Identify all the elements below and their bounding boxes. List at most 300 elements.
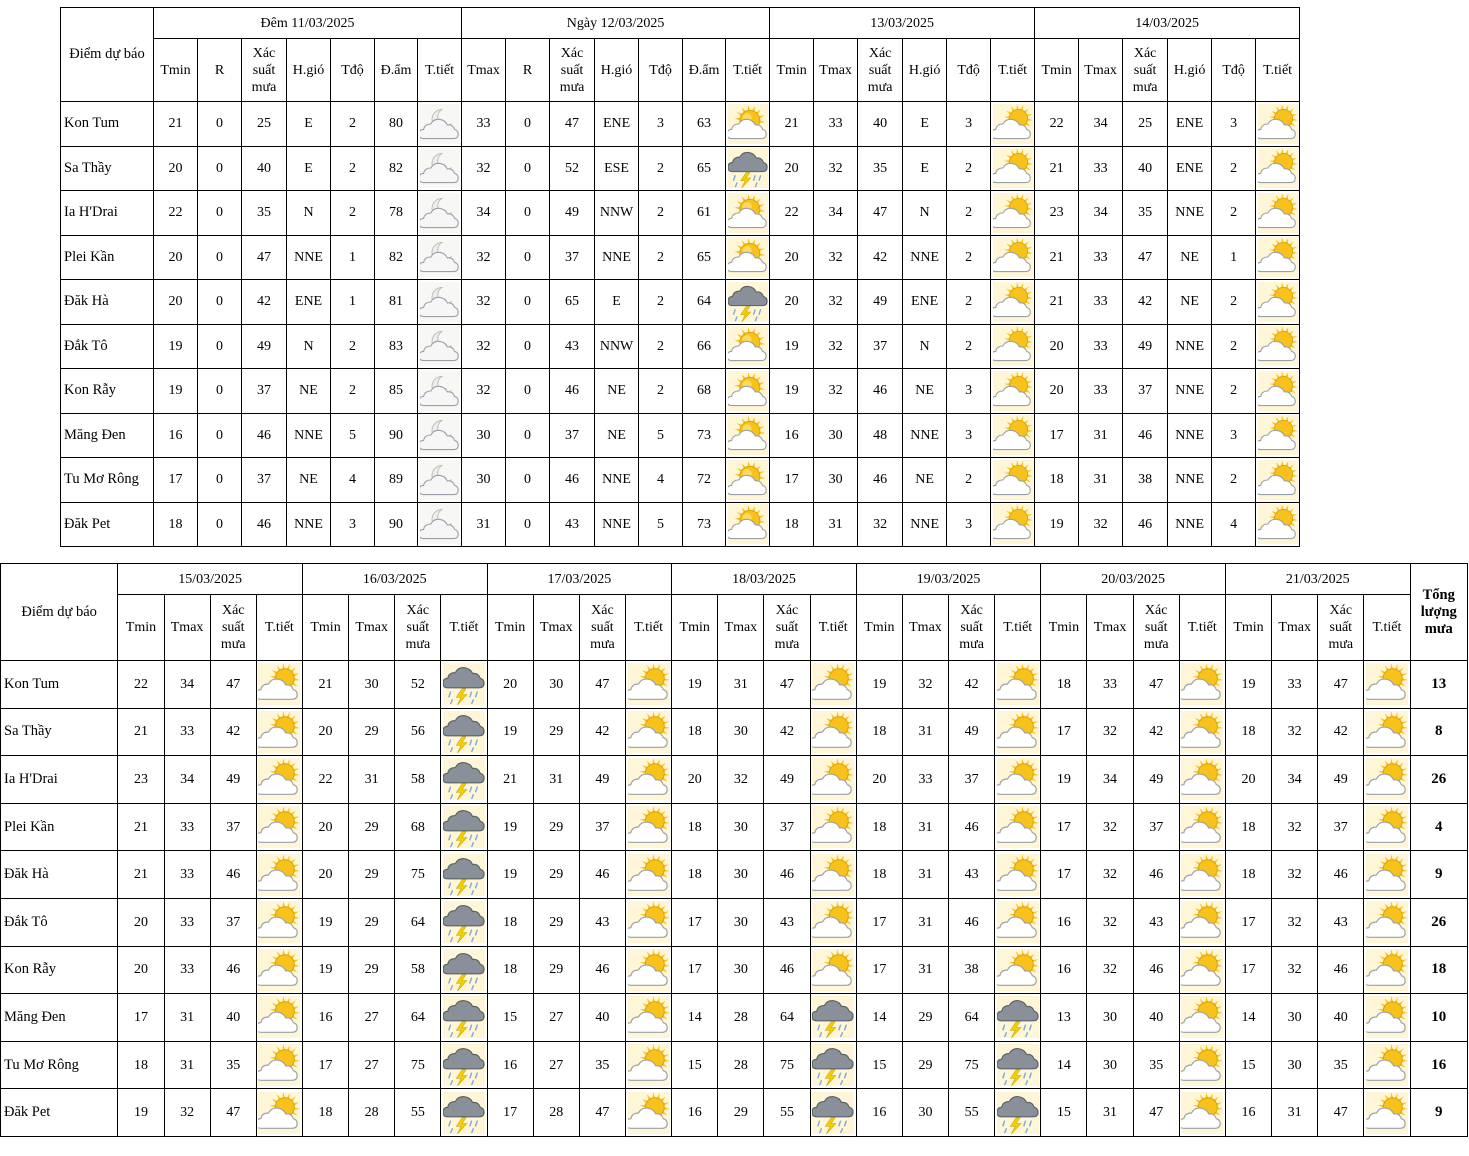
cell-value: 43 <box>579 898 625 946</box>
cell-value: 29 <box>533 803 579 851</box>
cell-value: 2 <box>1212 280 1256 325</box>
cell-value: ENE <box>1168 102 1212 147</box>
partly-cloudy-icon <box>1179 851 1225 899</box>
cell-value: 32 <box>1079 502 1123 547</box>
partly-cloudy-icon <box>1179 946 1225 994</box>
cell-value: 73 <box>683 502 726 547</box>
cloudy-night-icon <box>418 102 462 147</box>
cell-value: 37 <box>764 803 810 851</box>
cell-value: 32 <box>814 280 858 325</box>
cell-value: 2 <box>639 146 683 191</box>
cell-value: 30 <box>1087 1041 1133 1089</box>
station-name: Đăk Pet <box>61 502 154 547</box>
table-row <box>1 1089 1468 1137</box>
column-header: H.gió <box>595 39 639 102</box>
cell-value: 16 <box>487 1041 533 1089</box>
cell-value: 32 <box>462 369 506 414</box>
total-rain-value: 9 <box>1410 851 1467 899</box>
cell-value: NE <box>903 458 947 503</box>
cell-value: 30 <box>349 661 395 709</box>
cell-value: 17 <box>1041 851 1087 899</box>
cell-value: 0 <box>506 369 550 414</box>
cell-value: 16 <box>672 1089 718 1137</box>
cell-value: 15 <box>1041 1089 1087 1137</box>
cell-value: NNE <box>1168 413 1212 458</box>
cell-value: 47 <box>242 235 287 280</box>
cloudy-night-icon <box>418 502 462 547</box>
cell-value: 35 <box>242 191 287 236</box>
cell-value: 75 <box>949 1041 995 1089</box>
cell-value: 32 <box>814 369 858 414</box>
cell-value: NNE <box>1168 458 1212 503</box>
cell-value: 20 <box>302 803 348 851</box>
cell-value: 29 <box>349 898 395 946</box>
cell-value: 90 <box>375 413 418 458</box>
cell-value: 25 <box>242 102 287 147</box>
cell-value: 30 <box>718 851 764 899</box>
cell-value: 33 <box>1272 661 1318 709</box>
cell-value: 15 <box>672 1041 718 1089</box>
column-header: R <box>198 39 242 102</box>
cell-value: NE <box>1168 280 1212 325</box>
cell-value: 0 <box>198 369 242 414</box>
partly-cloudy-icon <box>1256 235 1300 280</box>
cell-value: 29 <box>902 994 948 1042</box>
total-rain-value: 13 <box>1410 661 1467 709</box>
total-rain-value: 16 <box>1410 1041 1467 1089</box>
total-rain-value: 18 <box>1410 946 1467 994</box>
cell-value: N <box>287 324 331 369</box>
cloudy-night-icon <box>418 280 462 325</box>
cell-value: 32 <box>1272 898 1318 946</box>
cell-value: 32 <box>718 756 764 804</box>
cell-value: 18 <box>1041 661 1087 709</box>
partly-cloudy-icon <box>625 661 671 709</box>
date-header: 16/03/2025 <box>302 564 487 595</box>
cell-value: 34 <box>462 191 506 236</box>
table-row <box>61 146 1300 191</box>
cell-value: NNE <box>1168 191 1212 236</box>
date-header: 18/03/2025 <box>672 564 857 595</box>
cell-value: 31 <box>1087 1089 1133 1137</box>
corner-header: Điểm dự báo <box>61 8 154 102</box>
cell-value: 47 <box>1318 1089 1364 1137</box>
cell-value: 18 <box>1225 803 1271 851</box>
partly-cloudy-icon <box>1179 1041 1225 1089</box>
cell-value: 29 <box>902 1041 948 1089</box>
table-row <box>1 851 1468 899</box>
cell-value: 31 <box>814 502 858 547</box>
cell-value: 47 <box>579 661 625 709</box>
station-name: Tu Mơ Rông <box>1 1041 118 1089</box>
cell-value: 18 <box>856 803 902 851</box>
cell-value: 22 <box>118 661 164 709</box>
column-header: Tmax <box>1087 595 1133 661</box>
column-header: Xác suất mưa <box>949 595 995 661</box>
cell-value: 32 <box>1087 946 1133 994</box>
cell-value: NE <box>903 369 947 414</box>
cell-value: ESE <box>595 146 639 191</box>
cell-value: 37 <box>210 898 256 946</box>
partly-cloudy-icon <box>256 708 302 756</box>
cell-value: 49 <box>1133 756 1179 804</box>
cell-value: 19 <box>1035 502 1079 547</box>
cell-value: NNE <box>287 502 331 547</box>
cell-value: 31 <box>1272 1089 1318 1137</box>
cell-value: 4 <box>331 458 375 503</box>
thunderstorm-icon <box>441 898 487 946</box>
cell-value: 14 <box>672 994 718 1042</box>
cell-value: 46 <box>1133 946 1179 994</box>
cell-value: 29 <box>349 851 395 899</box>
cell-value: 63 <box>683 102 726 147</box>
cell-value: 28 <box>718 994 764 1042</box>
cell-value: 5 <box>331 413 375 458</box>
station-name: Đăk Hà <box>1 851 118 899</box>
cell-value: 0 <box>506 146 550 191</box>
cell-value: 3 <box>947 413 991 458</box>
partly-cloudy-icon <box>1256 146 1300 191</box>
cell-value: 0 <box>198 102 242 147</box>
partly-cloudy-icon <box>625 1041 671 1089</box>
column-header: Tđộ <box>639 39 683 102</box>
station-name: Đắk Tô <box>61 324 154 369</box>
cell-value: NNE <box>595 458 639 503</box>
cell-value: 16 <box>302 994 348 1042</box>
cell-value: 30 <box>718 898 764 946</box>
sun-cloud-icon <box>726 413 770 458</box>
cell-value: 2 <box>639 369 683 414</box>
cell-value: 46 <box>242 502 287 547</box>
column-header: Tmax <box>718 595 764 661</box>
cell-value: 0 <box>198 280 242 325</box>
column-header: Tmax <box>1272 595 1318 661</box>
cell-value: 40 <box>579 994 625 1042</box>
partly-cloudy-icon <box>256 946 302 994</box>
cell-value: N <box>287 191 331 236</box>
cell-value: 19 <box>770 369 814 414</box>
cell-value: 22 <box>302 756 348 804</box>
station-name: Plei Kần <box>1 803 118 851</box>
column-header: Xác suất mưa <box>395 595 441 661</box>
partly-cloudy-icon <box>991 369 1035 414</box>
table-row <box>61 413 1300 458</box>
cell-value: 13 <box>1041 994 1087 1042</box>
partly-cloudy-icon <box>995 708 1041 756</box>
partly-cloudy-icon <box>1364 898 1410 946</box>
cell-value: 0 <box>198 235 242 280</box>
cell-value: 23 <box>1035 191 1079 236</box>
partly-cloudy-icon <box>625 756 671 804</box>
partly-cloudy-icon <box>1364 803 1410 851</box>
cell-value: 49 <box>242 324 287 369</box>
cell-value: 0 <box>198 324 242 369</box>
cell-value: NE <box>287 369 331 414</box>
partly-cloudy-icon <box>1364 994 1410 1042</box>
partly-cloudy-icon <box>1256 458 1300 503</box>
cell-value: 32 <box>1272 803 1318 851</box>
thunderstorm-icon <box>810 1041 856 1089</box>
column-header: Tmax <box>1079 39 1123 102</box>
cell-value: 19 <box>302 898 348 946</box>
cell-value: 2 <box>947 458 991 503</box>
cell-value: 73 <box>683 413 726 458</box>
column-header: Tmin <box>770 39 814 102</box>
cell-value: 35 <box>1133 1041 1179 1089</box>
partly-cloudy-icon <box>1179 898 1225 946</box>
cell-value: 0 <box>506 102 550 147</box>
cell-value: 33 <box>1079 146 1123 191</box>
cell-value: 0 <box>506 458 550 503</box>
cell-value: 64 <box>683 280 726 325</box>
cell-value: 33 <box>1079 280 1123 325</box>
cell-value: 55 <box>764 1089 810 1137</box>
table-row <box>1 803 1468 851</box>
sun-cloud-icon <box>726 191 770 236</box>
cell-value: 33 <box>1079 369 1123 414</box>
cell-value: 46 <box>1318 946 1364 994</box>
partly-cloudy-icon <box>991 102 1035 147</box>
cell-value: 32 <box>1087 708 1133 756</box>
cell-value: 65 <box>683 235 726 280</box>
cell-value: 35 <box>1123 191 1168 236</box>
cell-value: 0 <box>198 458 242 503</box>
table-row <box>1 661 1468 709</box>
cell-value: 32 <box>1272 708 1318 756</box>
column-header: T.tiết <box>810 595 856 661</box>
cell-value: 3 <box>947 502 991 547</box>
cell-value: 18 <box>770 502 814 547</box>
total-rain-value: 10 <box>1410 994 1467 1042</box>
cell-value: 37 <box>1133 803 1179 851</box>
cell-value: 29 <box>349 708 395 756</box>
thunderstorm-icon <box>726 146 770 191</box>
partly-cloudy-icon <box>810 756 856 804</box>
cell-value: 19 <box>856 661 902 709</box>
cell-value: 3 <box>1212 413 1256 458</box>
cell-value: NNE <box>1168 502 1212 547</box>
cell-value: 47 <box>1318 661 1364 709</box>
date-header: 19/03/2025 <box>856 564 1041 595</box>
cell-value: 20 <box>154 146 198 191</box>
cell-value: 31 <box>902 708 948 756</box>
partly-cloudy-icon <box>991 191 1035 236</box>
cell-value: N <box>903 191 947 236</box>
cell-value: 5 <box>639 413 683 458</box>
cell-value: 32 <box>462 324 506 369</box>
cell-value: 15 <box>1225 1041 1271 1089</box>
cell-value: 66 <box>683 324 726 369</box>
table-row <box>1 994 1468 1042</box>
table-row <box>61 102 1300 147</box>
thunderstorm-icon <box>810 994 856 1042</box>
cell-value: 3 <box>947 102 991 147</box>
table-row <box>61 369 1300 414</box>
cell-value: 30 <box>462 458 506 503</box>
cell-value: 32 <box>164 1089 210 1137</box>
cell-value: 21 <box>118 803 164 851</box>
cell-value: 23 <box>118 756 164 804</box>
cell-value: 32 <box>858 502 903 547</box>
station-name: Kon Tum <box>1 661 118 709</box>
cell-value: 18 <box>302 1089 348 1137</box>
cell-value: 18 <box>672 708 718 756</box>
cell-value: 80 <box>375 102 418 147</box>
cell-value: 75 <box>395 1041 441 1089</box>
table-row <box>61 280 1300 325</box>
column-header: Đ.ẩm <box>683 39 726 102</box>
cloudy-night-icon <box>418 458 462 503</box>
cell-value: 52 <box>395 661 441 709</box>
cell-value: 20 <box>1225 756 1271 804</box>
cell-value: 37 <box>242 369 287 414</box>
cell-value: 42 <box>764 708 810 756</box>
column-header: Tmin <box>856 595 902 661</box>
cell-value: 46 <box>579 851 625 899</box>
cell-value: 46 <box>242 413 287 458</box>
partly-cloudy-icon <box>1256 280 1300 325</box>
column-header: Xác suất mưa <box>1123 39 1168 102</box>
partly-cloudy-icon <box>995 661 1041 709</box>
forecast-table-2 <box>0 563 1468 1137</box>
cell-value: 2 <box>639 191 683 236</box>
cell-value: 43 <box>1318 898 1364 946</box>
cell-value: 0 <box>506 324 550 369</box>
date-header: 20/03/2025 <box>1041 564 1226 595</box>
cell-value: 17 <box>1041 708 1087 756</box>
column-header: Xác suất mưa <box>242 39 287 102</box>
partly-cloudy-icon <box>256 661 302 709</box>
cell-value: 32 <box>814 146 858 191</box>
partly-cloudy-icon <box>1364 851 1410 899</box>
cell-value: 22 <box>154 191 198 236</box>
cell-value: 17 <box>770 458 814 503</box>
cell-value: 2 <box>639 235 683 280</box>
cell-value: 31 <box>164 994 210 1042</box>
cell-value: 46 <box>949 803 995 851</box>
partly-cloudy-icon <box>256 994 302 1042</box>
thunderstorm-icon <box>995 1041 1041 1089</box>
cell-value: 52 <box>550 146 595 191</box>
cell-value: 42 <box>1318 708 1364 756</box>
cell-value: 21 <box>1035 280 1079 325</box>
cell-value: 17 <box>672 898 718 946</box>
cell-value: 34 <box>164 756 210 804</box>
cell-value: 42 <box>1133 708 1179 756</box>
cell-value: 19 <box>672 661 718 709</box>
partly-cloudy-icon <box>991 146 1035 191</box>
cell-value: 18 <box>154 502 198 547</box>
cell-value: 2 <box>639 324 683 369</box>
cell-value: 32 <box>1087 803 1133 851</box>
cell-value: NNW <box>595 191 639 236</box>
cell-value: 34 <box>1079 191 1123 236</box>
cell-value: 33 <box>164 708 210 756</box>
column-header: T.tiết <box>1179 595 1225 661</box>
total-rain-value: 8 <box>1410 708 1467 756</box>
station-name: Kon Rẫy <box>1 946 118 994</box>
cloudy-night-icon <box>418 369 462 414</box>
column-header: Tmin <box>1041 595 1087 661</box>
column-header: T.tiết <box>1364 595 1410 661</box>
cell-value: E <box>287 146 331 191</box>
station-name: Đăk Pet <box>1 1089 118 1137</box>
thunderstorm-icon <box>441 946 487 994</box>
partly-cloudy-icon <box>625 946 671 994</box>
column-header: Tmin <box>1225 595 1271 661</box>
cell-value: 37 <box>242 458 287 503</box>
cell-value: 30 <box>902 1089 948 1137</box>
cell-value: 46 <box>210 946 256 994</box>
station-name: Ia H'Drai <box>1 756 118 804</box>
column-header: Tđộ <box>331 39 375 102</box>
partly-cloudy-icon <box>1256 102 1300 147</box>
cell-value: 18 <box>672 803 718 851</box>
partly-cloudy-icon <box>995 946 1041 994</box>
cell-value: 2 <box>947 235 991 280</box>
cell-value: 18 <box>118 1041 164 1089</box>
cell-value: 33 <box>164 946 210 994</box>
cell-value: 46 <box>1133 851 1179 899</box>
partly-cloudy-icon <box>1256 191 1300 236</box>
cell-value: 21 <box>118 851 164 899</box>
cell-value: 33 <box>164 898 210 946</box>
cell-value: 37 <box>550 413 595 458</box>
table-row <box>61 458 1300 503</box>
partly-cloudy-icon <box>991 280 1035 325</box>
cell-value: 30 <box>533 661 579 709</box>
cell-value: NNW <box>595 324 639 369</box>
cell-value: 16 <box>1041 898 1087 946</box>
cell-value: 19 <box>487 803 533 851</box>
cell-value: 46 <box>550 369 595 414</box>
cell-value: 40 <box>242 146 287 191</box>
table-row <box>1 1041 1468 1089</box>
cell-value: 47 <box>858 191 903 236</box>
cell-value: 83 <box>375 324 418 369</box>
partly-cloudy-icon <box>1256 413 1300 458</box>
cell-value: 43 <box>1133 898 1179 946</box>
cell-value: 32 <box>462 235 506 280</box>
date-header: 13/03/2025 <box>770 8 1035 39</box>
cell-value: 31 <box>902 803 948 851</box>
column-header: Đ.ẩm <box>375 39 418 102</box>
sun-cloud-icon <box>726 235 770 280</box>
cell-value: 17 <box>487 1089 533 1137</box>
station-name: Ia H'Drai <box>61 191 154 236</box>
column-header: Xác suất mưa <box>1318 595 1364 661</box>
cell-value: 0 <box>198 502 242 547</box>
cell-value: 42 <box>210 708 256 756</box>
partly-cloudy-icon <box>991 324 1035 369</box>
cell-value: 35 <box>1318 1041 1364 1089</box>
partly-cloudy-icon <box>1364 661 1410 709</box>
cell-value: 30 <box>814 458 858 503</box>
column-header: Xác suất mưa <box>550 39 595 102</box>
cell-value: 21 <box>487 756 533 804</box>
column-header: T.tiết <box>995 595 1041 661</box>
column-header: H.gió <box>903 39 947 102</box>
cell-value: 14 <box>1225 994 1271 1042</box>
cell-value: 5 <box>639 502 683 547</box>
cell-value: 0 <box>506 280 550 325</box>
column-header: H.gió <box>1168 39 1212 102</box>
column-header: Tmax <box>462 39 506 102</box>
cell-value: 17 <box>1041 803 1087 851</box>
column-header: Tmax <box>902 595 948 661</box>
cell-value: 21 <box>302 661 348 709</box>
date-header: 14/03/2025 <box>1035 8 1300 39</box>
